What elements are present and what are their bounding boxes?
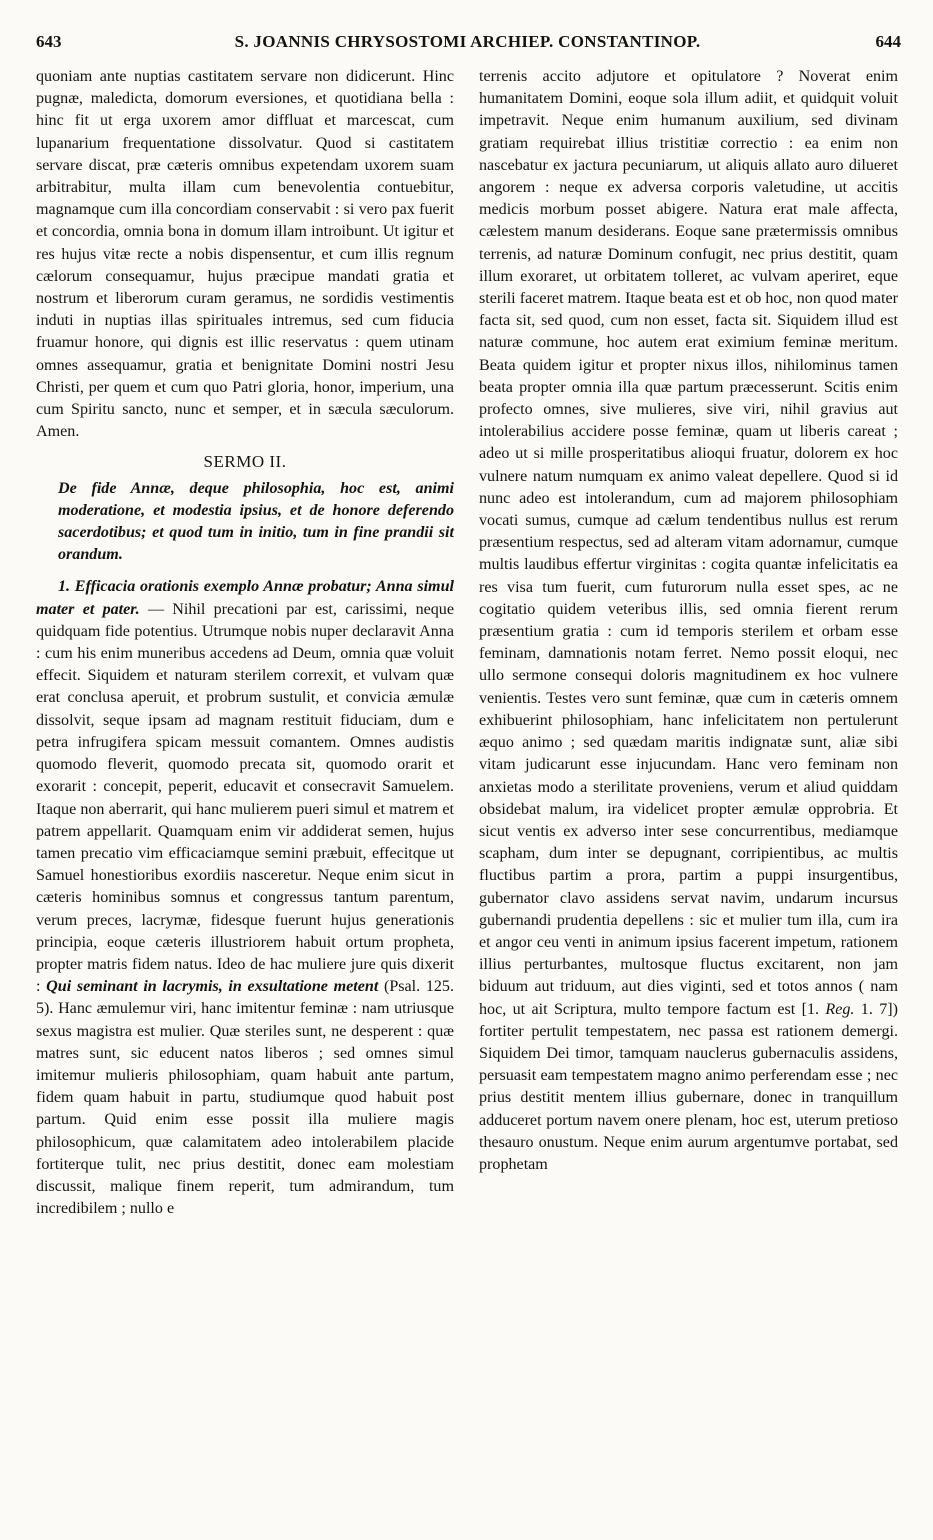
right-column [479, 66, 898, 1176]
scripture-reference: (Psal. 125. 5). [36, 978, 455, 1018]
continuation-text-b: 1. 7]) fortiter pertulit tempestatem, nec passa est rationem demergi. Siquidem Dei timor, tamquam nauclerus gubernaculis assidens, persuasit eam tempestatem magno animo perferendam esse ; nec prius destitit mentem illius gubernare, donec in tranquillum adduceret portum navem onere plenam, hoc est, uterum pretioso thesauro onustum. Neque enim aurum argentumve portabat, sed prophetam [479, 1000, 898, 1173]
scripture-quote: Qui seminant in lacrymis, in exsultatione metent [46, 978, 379, 996]
section-body-a: — Nihil precationi par est, carissimi, neque quidquam fide potentius. Utrumque nobis nuper declaravit Anna : cum his enim muneribus accedens ad Deum, omnia quæ voluit effecit. Siquidem et naturam sterilem correxit, et vulvam quæ erat conclusa aperuit, et probrum sustulit, et convicia æmulæ dissolvit, seque ipsam ad magnam restituit fiduciam, dum e petra infrugifera spicam messuit comantem. Omnes audistis quomodo fleverit, quomodo precata sit, quomodo orarit et exorarit : concepit, peperit, educavit et consecravit Samuelem. Itaque non aberrarit, qui hanc mulierem pueri simul et matrem et patrem appellarit. Quamquam enim vir addiderat semen, hujus tamen precatio vim efficaciamque semini præbuit, effecitque ut Samuel honestioribus exordiis nasceretur. Neque enim sicut in cæteris hominibus somnus et congressus tantum parentum, verum preces, lacrymæ, fidesque fuerunt hujus generationis principia, eoque cæteris illustriorem habuit ortum propheta, propter matris fidem natus. Ideo de hac muliere jure quis dixerit : [36, 600, 454, 996]
section-body-b: Hanc æmulemur viri, hanc imitentur feminæ : nam utriusque sexus magistra est mulier. Quæ steriles sunt, ne desperent : quæ matres sunt, sic educent natos liberos ; sed omnes simul imitemur mulieris philosophiam, quam habuit ante partum, fidem quam habuit in partu, studiumque quod habuit post partum. Quid enim esse possit illa muliere magis philosophicum, quæ calamitatem adeo intolerabilem placide fortiterque tulit, nec prius destitit, donec eam molestiam discussit, malique finem reperit, tum admirandum, tum incredibilem ; nullo e [36, 1000, 454, 1218]
sermon-abstract [36, 478, 454, 567]
continuation-text-a: terrenis accito adjutore et opitulatore ? Noverat enim humanitatem Domini, eoque sola illum adiit, et quidquit voluit impetravit. Neque enim humanum auxilium, sed divinam gratiam requirebat illius tristitiæ correctio : ea enim non nascebatur ex jactura pecuniarum, ut aliquis allato auro dilueret angorem : neque ex adversa corporis valetudine, ut accitis medicis morbum posset abigere. Natura erat male affecta, cælestem manum desiderans. Eoque sane prætermissis omnibus terrenis, ad naturæ Dominum confugit, nec prius destitit, quam illum exoraret, ut orbitatem tolleret, ac vulvam aperiret, eque sterili faceret matrem. Itaque beata est et ob hoc, non quod mater facta sit, sed quod, cum non esset, facta sit. Siquidem illud est naturæ commune, hoc autem erat eximium feminæ meritum. Beata quidem igitur et propter nixus illos, nihilominus tamen beata propter omnia illa quæ partum præcesserunt. Scitis enim profecto omnes, sive mulieres, sive viri, nihil gravius aut intolerabilius accidere posse feminæ, quam ut liberis careat ; adeo ut si mille prosperitatibus alioqui fruatur, dolorem ex hoc vulnere natum numquam ex animo valeat depellere. Quod si id nunc adeo est intolerandum, cum ad majorem philosophiam vocati sumus, cumque ad cælum tendentibus nullus est rerum præsentium respectus, sed ad alteram vitam adornamur, cumque multis laudibus effertur virginitas : cogita quantæ infelicitatis ea res visa tum fuerit, cum futurorum nulla esset spes, ac ne cogitatio quidem veteribus illis, sed omnia fierent rerum præsentium gratia : cum id temporis sterilem et orbam esse feminam, damnationis notam ferret. Nemo possit eloqui, nec ullo sermone consequi doloris magnitudinem ex hoc vulnere venientis. Testes vero sunt feminæ, quæ cum in cæteris omnem exhibuerint philosophiam, hanc infelicitatem non pertulerunt æquo animo ; sed quædam maritis indignatæ sunt, aliæ sibi vitam judicarunt esse injucundam. Hanc vero feminam non anxietas modo a sterilitate proveniens, verum et aliud quiddam obsidebat malum, ira videlicet propter æmulæ opprobria. Et sicut ventis ex adverso inter sese concurrentibus, mediamque scapham, dum inter se depugnant, corripientibus, ac multis fluctibus partim a prora, partim a puppi insurgentibus, gubernator clavo assidens servat navim, undarum incursus gubernandi prudentia depellens : sic et mulier tum illa, cum ira et angor ceu venti in animum ipsius facerent impetum, rationem illius perturbantes, multosque fluctus excitarent, non jam biduum aut triduum, aut dies viginti, sed et totos annos ( nam hoc, ut ait Scriptura, multo tempore factum est [1. [479, 68, 898, 1018]
paragraph-end-sermon-1: quoniam ante nuptias castitatem servare non didicerunt. Hinc pugnæ, maledicta, domorum eversiones, et quotidiana bella : hinc fit ut erga uxorem amor diffluat et marcescat, cum lupanarium frequentatione dissolvatur. Quod si castitatem servare discat, præ cæteris omnibus expetendam uxorem suam arbitrabitur, multa illam cum benevolentia contuebitur, magnamque cum illa concordiam conservabit : si vero pax fuerit et concordia, omnia bona in domum illam introibunt. Ut igitur et res hujus vitæ recte a nobis dispensentur, et cum illis regnum cælorum consequamur, hujus præcipue mandati gratia et nostrum et liberorum curam geramus, ne sordidis vestimentis induti in nuptias illas spirituales intremus, sed cum fiducia fruamur honore, qui dignis est illic reservatus : quem utinam omnes assequamur, gratia et benignitate Domini nostri Jesu Christi, per quem et cum quo Patri gloria, honor, imperium, una cum Spiritu sancto, nunc et semper, et in sæcula sæculorum. Amen. [36, 68, 454, 441]
page-number-right: 644 [875, 32, 901, 51]
reference-book: Reg. [825, 1000, 855, 1018]
page-number-left: 643 [36, 32, 62, 51]
running-title: S. JOANNIS CHRYSOSTOMI ARCHIEP. CONSTANTINOP. [234, 32, 701, 51]
paragraph-section-1 [36, 576, 454, 1220]
section-heading: 1. Efficacia orationis exemplo Annæ probatur; Anna simul mater et pater. [36, 578, 454, 618]
sermon-title: SERMO II. [203, 452, 287, 472]
left-column [36, 66, 454, 1220]
running-header [30, 28, 905, 58]
abstract-text: De fide Annæ, deque philosophia, hoc est, animi moderatione, et modestia ipsius, et de honore deferendo sacerdotibus; et quod tum in initio, tum in fine prandii sit orandum. [58, 479, 454, 564]
paragraph-continuation [479, 66, 898, 1176]
